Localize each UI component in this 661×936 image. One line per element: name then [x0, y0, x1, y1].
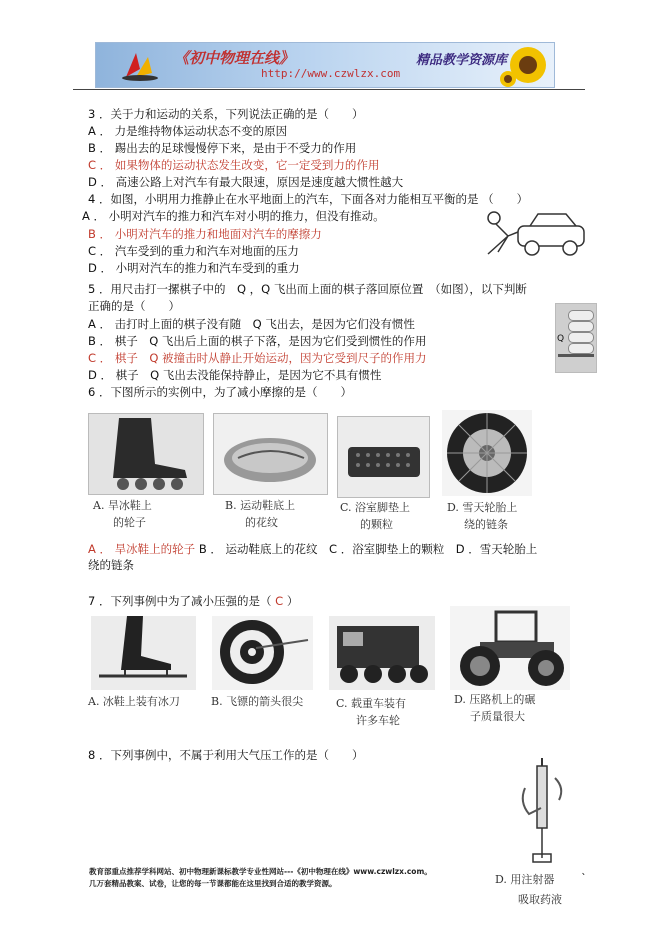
q6-caption-d-line1: D. 雪天轮胎上 [447, 501, 518, 514]
banner-title: 《初中物理在线》 [174, 49, 295, 67]
q5-stem-line2: 正确的是（ ） [88, 299, 180, 313]
q6-caption-c-line1: C. 浴室脚垫上 [340, 501, 411, 514]
q8-caption-line1: D. 用注射器 [495, 873, 555, 886]
footer-line2: 几万套精品教案、试卷，让您的每一节课都能在这里找到合适的教学资源。 [89, 879, 337, 888]
q6-answer-correct: A ． 旱冰鞋上的轮子 [88, 542, 196, 556]
banner-url[interactable]: http://www.czwlzx.com [261, 67, 401, 80]
q6-caption-a-line1: A. 旱冰鞋上 [93, 499, 152, 512]
footer-line1: 教育部重点推荐学科网站、初中物理新课标教学专业性网站---《初中物理在线》www.czwlzx.com。 [89, 867, 432, 876]
banner-subtitle: 精品教学资源库 [416, 53, 508, 68]
q6-image-rollerskate [88, 413, 204, 495]
q5-option-c: C ． 棋子 Q 被撞击时从静止开始运动，因为它受到尺子的作用力 [88, 351, 427, 365]
q7-stem [88, 594, 298, 609]
q7-caption-c-line1: C. 载重车装有 [336, 697, 407, 710]
q4-option-c: C ． 汽车受到的重力和汽车对地面的压力 [88, 244, 299, 258]
q6-image-snow-chain-tire [442, 410, 532, 496]
q7-image-road-roller [450, 606, 570, 690]
q5-option-d: D ． 棋子 Q 飞出去没能保持静止，是因为它不具有惯性 [88, 368, 382, 382]
q5-option-b: B ． 棋子 Q 飞出后上面的棋子下落，是因为它们受到惯性的作用 [88, 334, 427, 348]
q6-caption-d-line2: 绕的链条 [464, 518, 508, 531]
q6-stem: 6 ．下图所示的实例中，为了减小摩擦的是（ ） [88, 385, 352, 399]
q4-stem: 4 ．如图，小明用力推静止在水平地面上的汽车，下面各对力能相互平衡的是 （ ） [88, 192, 529, 206]
q8-caption-line2: 吸取药液 [518, 893, 562, 906]
q6-caption-a-line2: 的轮子 [113, 516, 146, 529]
q7-image-dart [212, 616, 313, 690]
q4-option-d: D ． 小明对汽车的推力和汽车受到的重力 [88, 261, 300, 275]
q3-stem: 3 ．关于力和运动的关系，下列说法正确的是（ ） [88, 107, 364, 121]
q6-answer-line2: 绕的链条 [88, 558, 134, 572]
q7-caption-d-line2: 子质量很大 [470, 710, 525, 723]
q6-image-shoe-sole [213, 413, 328, 495]
header-divider [73, 89, 585, 90]
q3-option-b: B ． 踢出去的足球慢慢停下来，是由于不受力的作用 [88, 141, 357, 155]
q6-caption-c-line2: 的颗粒 [360, 518, 393, 531]
q5-option-a: A ． 击打时上面的棋子没有随 Q 飞出去，是因为它们没有惯性 [88, 317, 415, 331]
q7-caption-b: B. 飞镖的箭头很尖 [211, 695, 304, 708]
q4-option-b: B ． 小明对汽车的推力和地面对汽车的摩擦力 [88, 227, 322, 241]
checker-stack-figure [555, 303, 597, 373]
q3-option-d: D ． 高速公路上对汽车有最大限速，原因是速度越大惯性越大 [88, 175, 404, 189]
checker-q-label: Q [557, 334, 565, 344]
q7-caption-c-line2: 许多车轮 [356, 714, 400, 727]
q8-stem: 8 ．下列事例中，不属于利用大气压工作的是（ ） [88, 748, 364, 762]
q6-answer-line1 [88, 542, 537, 557]
q7-caption-d-line1: D. 压路机上的碾 [454, 693, 536, 706]
q3-option-c: C ． 如果物体的运动状态发生改变，它一定受到力的作用 [88, 158, 380, 172]
push-car-illustration [478, 208, 588, 260]
q6-image-bath-mat [337, 416, 430, 498]
footer-line1-tail: 、 [582, 867, 590, 876]
site-logo-icon [118, 47, 164, 83]
q4-option-a: A ． 小明对汽车的推力和汽车对小明的推力，但没有推动。 [82, 209, 385, 223]
q7-stem-post: ） [283, 594, 299, 608]
sunflower-icon [496, 43, 554, 87]
q6-answer-rest: B ． 运动鞋底上的花纹 C ．浴室脚垫上的颗粒 D ．雪天轮胎上 [195, 542, 538, 556]
q7-stem-pre: 7 ．下列事例中为了减小压强的是（ [88, 594, 276, 608]
q7-answer: C [275, 594, 284, 608]
header-banner [95, 42, 555, 88]
q7-caption-a: A. 冰鞋上装有冰刀 [88, 695, 180, 708]
q3-option-a: A ． 力是维持物体运动状态不变的原因 [88, 124, 288, 138]
q7-image-ice-skate [91, 616, 196, 690]
q5-stem-line1: 5 ．用尺击打一摞棋子中的 Q ，Q 飞出而上面的棋子落回原位置 （如图），以下判断 [88, 282, 527, 296]
q6-caption-b-line2: 的花纹 [245, 516, 278, 529]
q6-caption-b-line1: B. 运动鞋底上 [225, 499, 296, 512]
q8-image-syringe-in-hand [515, 758, 571, 864]
q7-image-heavy-truck [329, 616, 435, 690]
